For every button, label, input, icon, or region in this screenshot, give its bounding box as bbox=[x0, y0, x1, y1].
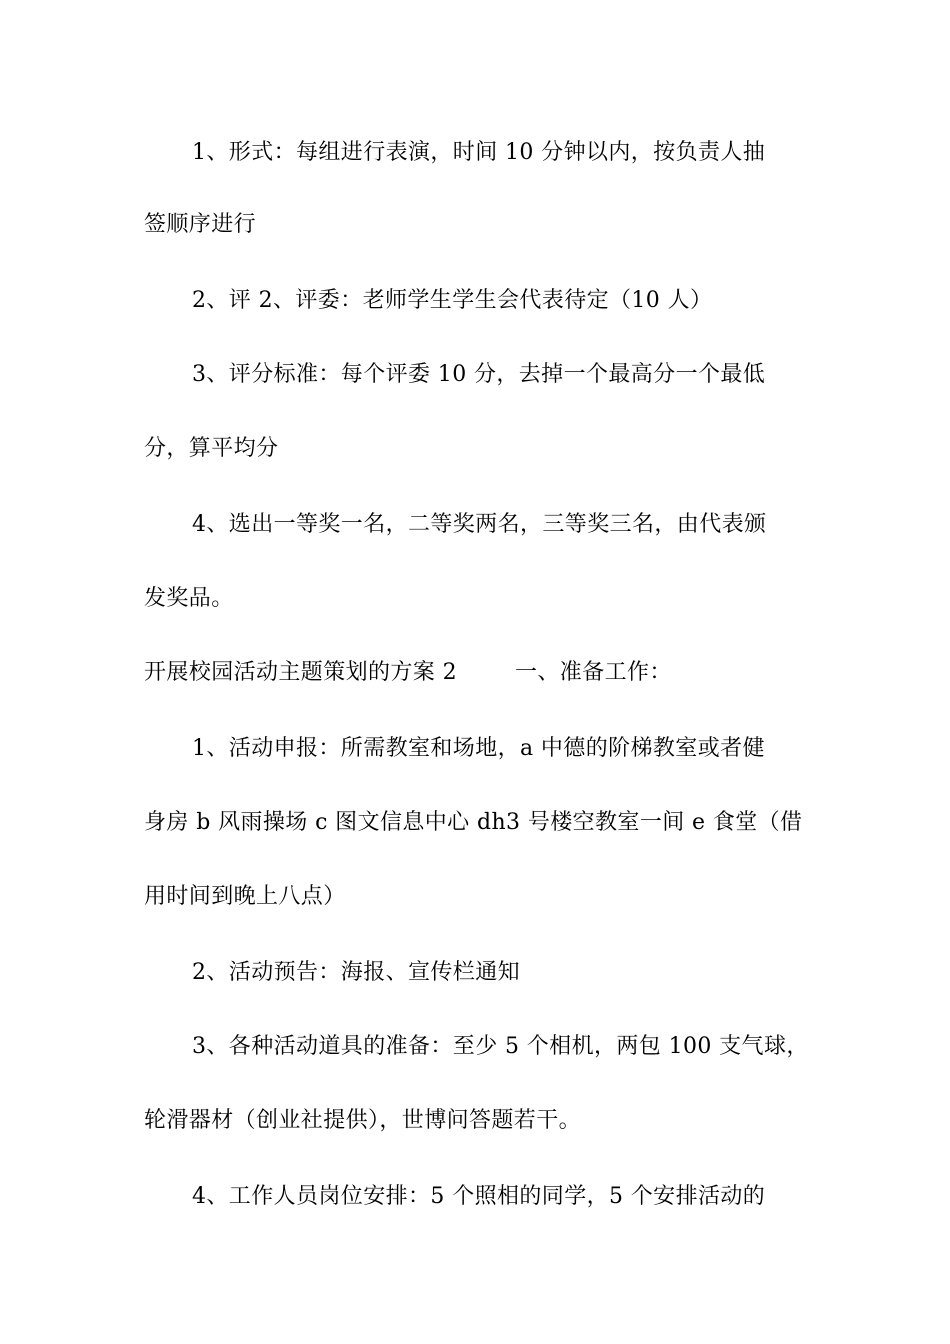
paragraph-line: 2、活动预告：海报、宣传栏通知 bbox=[192, 960, 520, 985]
paragraph-line: 4、选出一等奖一名，二等奖两名，三等奖三名，由代表颁 bbox=[192, 512, 767, 537]
paragraph-line: 发奖品。 bbox=[144, 586, 234, 611]
paragraph-line: 身房 b 风雨操场 c 图文信息中心 dh3 号楼空教室一间 e 食堂（借 bbox=[144, 810, 803, 835]
paragraph-line: 2、评 2、评委：老师学生学生会代表待定（10 人） bbox=[192, 288, 713, 313]
paragraph-line: 签顺序进行 bbox=[144, 212, 257, 237]
paragraph-line: 分，算平均分 bbox=[144, 436, 279, 461]
paragraph-line: 1、活动申报：所需教室和场地，a 中德的阶梯教室或者健 bbox=[192, 736, 765, 761]
paragraph-line: 用时间到晚上八点） bbox=[144, 884, 346, 909]
paragraph-line: 轮滑器材（创业社提供），世博问答题若干。 bbox=[144, 1108, 582, 1133]
paragraph-line: 3、各种活动道具的准备：至少 5 个相机，两包 100 支气球， bbox=[192, 1034, 809, 1059]
section-title: 开展校园活动主题策划的方案 2 bbox=[144, 660, 457, 685]
paragraph-line: 3、评分标准：每个评委 10 分，去掉一个最高分一个最低 bbox=[192, 362, 766, 387]
section-heading-line bbox=[144, 658, 672, 688]
paragraph-line: 4、工作人员岗位安排：5 个照相的同学，5 个安排活动的 bbox=[192, 1184, 766, 1209]
subsection-title: 一、准备工作： bbox=[515, 660, 672, 685]
paragraph-line: 1、形式：每组进行表演，时间 10 分钟以内，按负责人抽 bbox=[192, 140, 766, 165]
